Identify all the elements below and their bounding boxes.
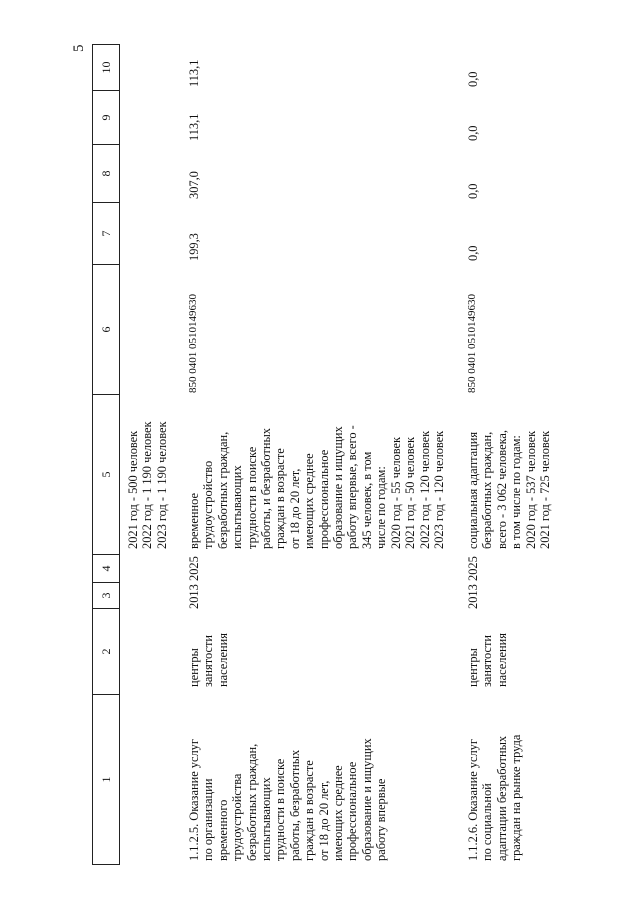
page-number: 5 [71,44,87,52]
row-item-description [466,699,524,861]
text-line: 345 человек, в том [359,451,374,549]
text-line: 1.1.2.5. Оказание услуг [187,739,201,861]
text-line: трудоустройства [230,773,245,861]
text-line: образование и ищущих [331,426,346,549]
text-line: граждан в возрасте [302,760,317,861]
value-col8: 0,0 [466,183,480,199]
text-line: испытывающих [259,777,274,861]
column-header-3: 3 [93,582,119,608]
text-line: безработных граждан, [244,743,259,861]
end-year: 2025 [466,556,480,581]
text-line: по социальной [480,783,495,861]
text-line: образование и ищущих [359,738,374,861]
text-line: 1.1.2.6. Оказание услуг [466,739,480,861]
responsible-executor [187,633,230,687]
text-line: трудоустройство [201,460,216,549]
row-item-description [187,699,389,861]
text-line: 2022 год - 120 человек [417,430,432,549]
value-col7: 0,0 [466,245,480,261]
column-header-10: 10 [93,44,119,90]
text-line: трудности в поиске [244,446,259,549]
value-col9: 113,1 [187,113,201,141]
text-line: профессиональное [345,761,360,861]
start-year: 2013 [187,584,201,609]
value-col7: 199,3 [187,233,201,261]
column-header-7: 7 [93,202,119,264]
text-line: безработных граждан, [480,431,495,549]
value-col8: 307,0 [187,171,201,199]
text-line: работы, безработных [287,749,302,861]
text-line: работу впервые, всего - [345,425,360,549]
text-line: профессиональное [316,449,331,549]
text-line: временного [215,799,230,861]
text-line: работы, и безработных [259,428,274,549]
responsible-executor [466,633,509,687]
text-line: населения [494,633,509,687]
column-header-5: 5 [93,394,119,554]
text-line: граждан на рынке труда [509,734,524,861]
column-header-1: 1 [93,694,119,864]
text-line: 2020 год - 537 человек [523,430,538,549]
text-line: 2020 год - 55 человек [388,436,403,549]
text-line: адаптации безработных [494,735,509,861]
value-col9: 0,0 [466,125,480,141]
budget-classification-code: 850 0401 0510149630 [187,294,199,393]
value-col10: 0,0 [466,71,480,87]
text-line: от 18 до 20 лет, [316,780,331,861]
text-line: 2021 год - 725 человек [538,430,553,549]
end-year: 2025 [187,556,201,581]
carryover-text [126,422,169,550]
text-line: временное [187,493,201,549]
text-line: занятости [480,634,495,687]
value-col10: 113,1 [187,59,201,87]
text-line: числе по годам: [374,466,389,549]
text-line: безработных граждан, [215,431,230,549]
expected-result [187,425,446,549]
text-line: населения [215,633,230,687]
budget-classification-code: 850 0401 0510149630 [466,294,478,393]
text-line: 2021 год - 50 человек [403,436,418,549]
column-header-2: 2 [93,608,119,694]
text-line: имеющих среднее [302,453,317,549]
text-line: по организации [201,778,216,861]
column-header-4: 4 [93,554,119,582]
text-line: социальная адаптация [466,431,480,549]
text-line: от 18 до 20 лет, [287,468,302,549]
text-line: в том числе по годам: [509,435,524,549]
text-line: 2023 год - 120 человек [431,430,446,549]
carryover-line: 2023 год - 1 190 человек [154,421,169,549]
text-line: работу впервые [374,778,389,861]
text-line: центры [187,648,201,687]
text-line: испытывающих [230,465,245,549]
column-header-6: 6 [93,264,119,394]
text-line: занятости [201,634,216,687]
text-line: граждан в возрасте [273,448,288,549]
start-year: 2013 [466,584,480,609]
rotated-table-sheet [92,45,622,865]
table-header-row [92,44,120,865]
carryover-line: 2022 год - 1 190 человек [140,421,155,549]
carryover-line: 2021 год - 500 человек [126,430,140,549]
text-line: трудности в поиске [273,758,288,861]
column-header-8: 8 [93,144,119,202]
column-header-9: 9 [93,90,119,144]
text-line: имеющих среднее [331,765,346,861]
text-line: всего - 3 062 человека, [494,429,509,549]
expected-result [466,430,552,549]
text-line: центры [466,648,480,687]
